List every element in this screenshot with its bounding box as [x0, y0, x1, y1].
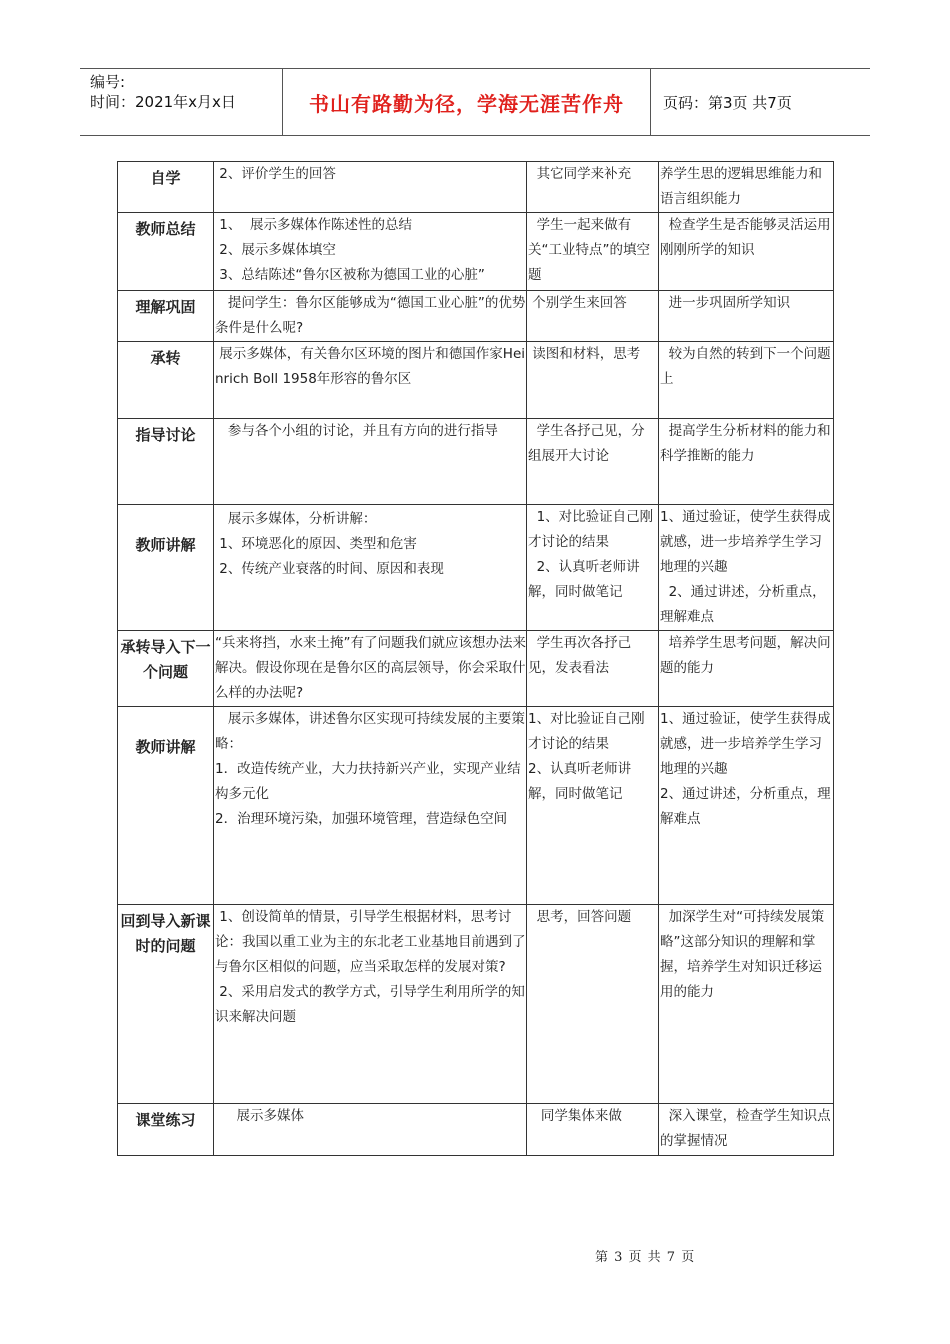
student-activity-cell [527, 342, 659, 419]
design-intent-cell [659, 291, 834, 342]
design-intent-cell [659, 342, 834, 419]
table-row [118, 162, 834, 213]
table-row [118, 213, 834, 291]
stage-cell [118, 631, 214, 707]
design-intent: 1、通过验证，使学生获得成就感，进一步培养学生学习地理的兴趣 2、通过讲述，分析重点，理解难点 [660, 711, 831, 827]
student-activity: 个别学生来回答 [528, 295, 627, 311]
teacher-activity: 1、 展示多媒体作陈述性的总结 2、展示多媒体填空 3、总结陈述“鲁尔区被称为德国工业的心脏” [219, 217, 485, 283]
student-activity: 读图和材料，思考 [528, 346, 641, 362]
stage-label: 课堂练习 [135, 1111, 196, 1129]
student-activity-cell [527, 505, 659, 631]
student-activity: 同学集体来做 [528, 1108, 622, 1124]
teacher-activity: 提问学生：鲁尔区能够成为“德国工业心脏”的优势条件是什么呢? [215, 295, 526, 336]
time-label: 时间：2021年x月x日 [90, 93, 236, 111]
table-row [118, 291, 834, 342]
teacher-activity-cell [214, 213, 527, 291]
student-activity: 1、对比验证自己刚才讨论的结果 2、认真听老师讲解，同时做笔记 [528, 509, 654, 600]
design-intent: 加深学生对“可持续发展策略”这部分知识的理解和掌握，培养学生对知识迁移运用的能力 [660, 909, 825, 1000]
student-activity: 学生一起来做有关“工业特点”的填空题 [528, 217, 650, 283]
student-activity-cell [527, 905, 659, 1104]
stage-cell [118, 707, 214, 905]
student-activity-cell [527, 1104, 659, 1156]
teacher-activity: 1、创设简单的情景，引导学生根据材料，思考讨论：我国以重工业为主的东北老工业基地目前遇到了与鲁尔区相似的问题，应当采取怎样的发展对策? 2、采用启发式的教学方式，引导学生利用所学的知识来解决问题 [215, 909, 526, 1025]
design-intent: 较为自然的转到下一个问题上 [660, 346, 831, 387]
stage-cell [118, 1104, 214, 1156]
student-activity-cell [527, 162, 659, 213]
design-intent-cell [659, 1104, 834, 1156]
table-row [118, 707, 834, 905]
design-intent-cell [659, 213, 834, 291]
header-motto: 书山有路勤为径，学海无涯苦作舟 [283, 69, 651, 135]
student-activity-cell [527, 291, 659, 342]
design-intent-cell [659, 905, 834, 1104]
design-intent: 培养学生思考问题，解决问题的能力 [660, 635, 831, 676]
page-header [80, 68, 870, 136]
teacher-activity-cell [214, 505, 527, 631]
teacher-activity-cell [214, 419, 527, 505]
student-activity-cell [527, 631, 659, 707]
stage-label: 承转导入下一个问题 [120, 638, 211, 681]
teacher-activity-cell [214, 1104, 527, 1156]
teacher-activity: “兵来将挡，水来土掩”有了问题我们就应该想办法来解决。假设你现在是鲁尔区的高层领导，你会采取什么样的办法呢? [215, 635, 526, 701]
table-row [118, 631, 834, 707]
design-intent: 深入课堂，检查学生知识点的掌握情况 [660, 1108, 831, 1149]
teacher-activity-cell [214, 342, 527, 419]
teacher-activity-cell [214, 291, 527, 342]
design-intent-cell [659, 162, 834, 213]
header-meta [80, 69, 283, 135]
stage-label: 承转 [150, 349, 181, 367]
table-row [118, 505, 834, 631]
table-row [118, 905, 834, 1104]
stage-label: 理解巩固 [135, 298, 196, 316]
student-activity: 1、对比验证自己刚才讨论的结果 2、认真听老师讲解，同时做笔记 [528, 711, 645, 802]
stage-label: 回到导入新课时的问题 [120, 912, 211, 955]
stage-label: 教师讲解 [135, 536, 196, 554]
table-row [118, 419, 834, 505]
student-activity-cell [527, 707, 659, 905]
teacher-activity: 展示多媒体，分析讲解： 1、环境恶化的原因、类型和危害 2、传统产业衰落的时间、原因和表现 [219, 511, 444, 577]
design-intent: 检查学生是否能够灵活运用刚刚所学的知识 [660, 217, 831, 258]
header-page-info: 页码：第3页 共7页 [663, 93, 792, 112]
teacher-activity: 展示多媒体，讲述鲁尔区实现可持续发展的主要策略： 1．改造传统产业，大力扶持新兴产业，实现产业结构多元化 2．治理环境污染，加强环境管理，营造绿色空间 [215, 711, 525, 827]
number-label: 编号: [90, 73, 126, 91]
design-intent: 提高学生分析材料的能力和科学推断的能力 [660, 423, 831, 464]
design-intent-cell [659, 707, 834, 905]
teacher-activity-cell [214, 631, 527, 707]
design-intent: 进一步巩固所学知识 [660, 295, 791, 311]
stage-label: 教师总结 [135, 220, 196, 238]
student-activity: 其它同学来补充 [528, 166, 632, 182]
teacher-activity: 2、评价学生的回答 [215, 166, 336, 182]
teacher-activity: 展示多媒体，有关鲁尔区环境的图片和德国作家Heinrich Boll 1958年形容的鲁尔区 [215, 346, 526, 387]
stage-label: 教师讲解 [135, 738, 196, 756]
teacher-activity-cell [214, 707, 527, 905]
design-intent: 1、通过验证，使学生获得成就感，进一步培养学生学习地理的兴趣 2、通过讲述，分析重点，理解难点 [660, 509, 831, 625]
design-intent: 养学生思的逻辑思维能力和语言组织能力 [660, 166, 822, 207]
lesson-plan-table [117, 161, 834, 1156]
stage-cell [118, 905, 214, 1104]
page-footer: 第 3 页 共 7 页 [595, 1250, 696, 1265]
stage-cell [118, 419, 214, 505]
stage-cell [118, 342, 214, 419]
teacher-activity-cell [214, 162, 527, 213]
student-activity: 思考，回答问题 [528, 909, 632, 925]
student-activity: 学生各抒己见，分组展开大讨论 [528, 423, 645, 464]
stage-cell [118, 162, 214, 213]
stage-cell [118, 213, 214, 291]
table-row [118, 1104, 834, 1156]
student-activity: 学生再次各抒己见，发表看法 [528, 635, 632, 676]
student-activity-cell [527, 419, 659, 505]
teacher-activity: 参与各个小组的讨论，并且有方向的进行指导 [215, 423, 498, 439]
teacher-activity-cell [214, 905, 527, 1104]
stage-label: 自学 [150, 169, 181, 187]
stage-cell [118, 505, 214, 631]
stage-cell [118, 291, 214, 342]
design-intent-cell [659, 631, 834, 707]
table-row [118, 342, 834, 419]
design-intent-cell [659, 505, 834, 631]
stage-label: 指导讨论 [135, 426, 196, 444]
student-activity-cell [527, 213, 659, 291]
teacher-activity: 展示多媒体 [215, 1108, 304, 1124]
design-intent-cell [659, 419, 834, 505]
